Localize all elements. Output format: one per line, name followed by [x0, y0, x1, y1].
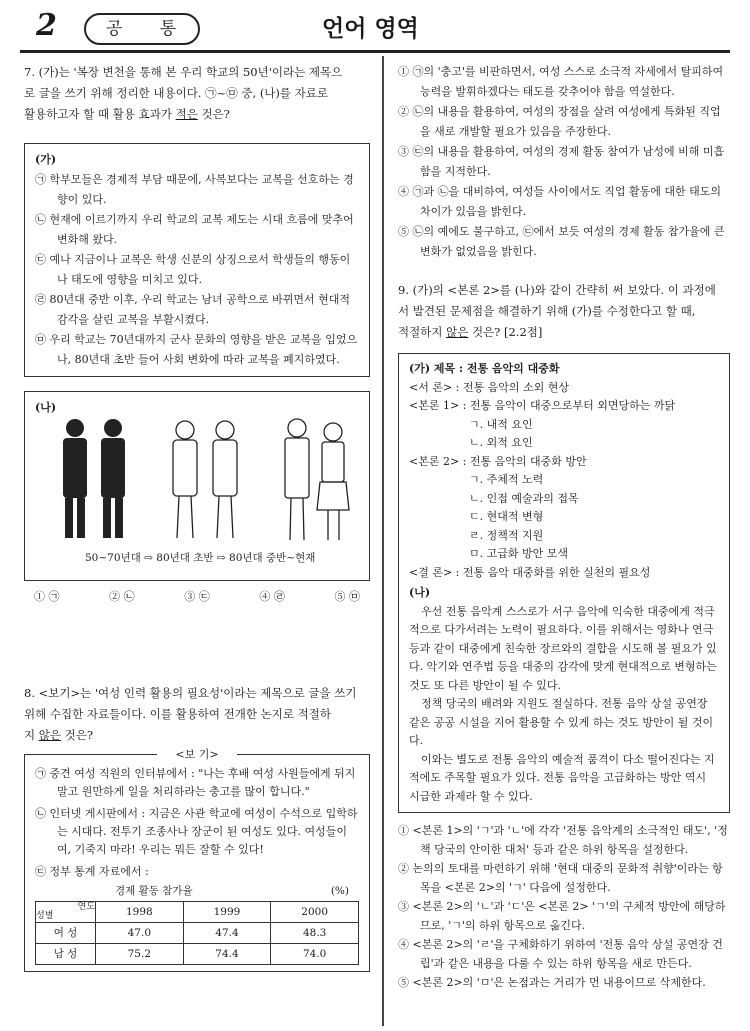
q8-item: ㉡ 인터넷 게시판에서 : 지금은 사관 학교에 여성이 수석으로 입학하는 시대다. 전투기 조종사나 장군이 된 여성도 있다. 여성들이여, 기죽지 마라! 우리는 뭐든 잘할 수 있다!	[35, 807, 358, 856]
q7-item: ㉠ 학부모들은 경제적 부담 때문에, 사복보다는 교복을 선호하는 경향이 있다.	[35, 173, 354, 206]
table-row: 여 성 47.0 47.4 48.3	[36, 923, 359, 944]
q7-item: ㉢ 예나 지금이나 교복은 학생 신분의 상징으로서 학생들의 행동이나 태도에 영향을 미치고 있다.	[35, 253, 351, 286]
participation-table	[35, 901, 359, 965]
q9-box: (가) 제목 : 전통 음악의 대중화 <서 론> : 전통 음악의 소외 현상 <본론 1> : 전통 음악이 대중으로부터 외면당하는 까닭 ㄱ. 내적 요인 ㄴ. 외적 요인 <본론 2> : 전통 음악의 대중화 방안 ㄱ. 주체적 노력 ㄴ. 인접 예술과의 접목 ㄷ. 현대적 변형 ㄹ. 정책적 지원 ㅁ. 고급화 방안 모색 <결 론> : 전통 음악 대중화를 위한 실천의 필요성 (나) 우선 전통 음악계 스스로가 서구 음악에 익숙한 대중에게 적극적으로 다가서려는 노력이 필요하다. 이를 위해서는 영화나 연극 등과 같이 대중에게 친숙한 장르와의 결합을 시도해 볼 필요가 있다. 악기와 연주법 등을 대중의 감각에 맞게 현대적으로 변형하는 것도 또 다른 방안이 될 수 있다. 정책 당국의 배려와 지원도 절실하다. 전통 음악 상설 공연장 같은 공공 시설을 지어 활용할 수 있게 하는 것도 방안이 될 것이다. 이와는 별도로 전통 음악의 예술적 품격이 다소 떨어진다는 지적에도 주목할 필요가 있다. 전통 음악을 고급화하는 방안 역시 시급한 과제라 할 수 있다.	[398, 353, 730, 813]
page-title: 언어 영역	[322, 16, 419, 42]
q8-choice[interactable]: ⑤ ㉡의 예에도 불구하고, ㉢에서 보듯 여성의 경제 활동 참가율에 큰 변화가 없었음을 밝힌다.	[398, 225, 725, 258]
page-number: 2	[36, 8, 57, 43]
q8-box-bogi: <보 기> ㉠ 중견 여성 직원의 인터뷰에서 : "나는 후배 여성 사원들에게 뒤지 말고 원만하게 일을 처리하라는 충고를 많이 합니다." ㉡ 인터넷 게시판에서 : 지금은 사관 학교에 여성이 수석으로 입학하는 시대다. 전투기 조종사나 장군이 된 여성도 있다. 여성들이여, 기죽지 마라! 우리는 뭐든 잘할 수 있다! ㉢ 정부 통계 자료에서 : 경제 활동 참가율 (%) 연도 성별 1998 1999 2000 여 성 47.0 47.4 48.3 남 성 75.2 74.4 74.0	[24, 754, 370, 972]
q8-choice[interactable]: ① ㉠의 '충고'를 비판하면서, 여성 스스로 소극적 자세에서 탈피하여 능력을 발휘하겠다는 태도를 갖추어야 함을 역설한다.	[398, 65, 724, 98]
q8-item: ㉢ 정부 통계 자료에서 :	[35, 865, 149, 878]
q8-choice[interactable]: ④ ㉠과 ㉡을 대비하여, 여성들 사이에서도 직업 활동에 대한 태도의 차이가 있음을 밝힌다.	[398, 185, 721, 218]
table-title: 경제 활동 참가율	[115, 885, 193, 897]
q7-choice[interactable]: ② ㉡	[109, 590, 135, 603]
q7-choices	[24, 581, 370, 613]
student-early-80s	[173, 421, 237, 538]
uniform-illustration	[35, 410, 361, 560]
right-column	[398, 62, 730, 992]
q7-choice[interactable]: ⑤ ㉤	[334, 590, 360, 603]
q9-choice[interactable]: ⑤ <본론 2>의 'ㅁ'은 논점과는 거리가 먼 내용이므로 삭제한다.	[398, 976, 706, 989]
table-unit: (%)	[330, 885, 349, 897]
q7-choice[interactable]: ① ㉠	[34, 590, 60, 603]
q8-choice[interactable]: ③ ㉢의 내용을 활용하여, 여성의 경제 활동 참여가 남성에 비해 미흡함을 지적한다.	[398, 145, 725, 178]
page-header	[0, 0, 750, 58]
q9-stem: 9. (가)의 <본론 2>를 (나)와 같이 간략히 써 보았다. 이 과정에 서 발견된 문제점을 해결하기 위해 (가)를 수정한다고 할 때, 적절하지 않은 것은? [2.2점]	[398, 283, 716, 339]
student-50s-70s	[63, 419, 125, 538]
q7-choice[interactable]: ③ ㉢	[184, 590, 210, 603]
q8-choice[interactable]: ② ㉡의 내용을 활용하여, 여성의 장점을 살려 여성에게 특화된 직업을 새로 개발할 필요가 있음을 주장한다.	[398, 105, 721, 138]
q8-item: ㉠ 중견 여성 직원의 인터뷰에서 : "나는 후배 여성 사원들에게 뒤지 말고 원만하게 일을 처리하라는 충고를 많이 합니다."	[35, 767, 356, 798]
q8-choices	[398, 62, 730, 262]
q9-choice[interactable]: ① <본론 1>의 'ㄱ'과 'ㄴ'에 각각 '전통 음악계의 소극적인 태도', '정책 당국의 안이한 대처' 등과 같은 하위 항목을 설정한다.	[398, 824, 728, 856]
q7-item: ㉡ 현재에 이르기까지 우리 학교의 교복 제도는 시대 흐름에 맞추어 변화해 왔다.	[35, 213, 354, 246]
q7-figure-na: (나) 50~70년대 ⇨ 80년대 초반 ⇨ 80년대 중반~현재	[24, 391, 370, 581]
table-header: 1999	[183, 902, 271, 923]
header-rule	[20, 50, 730, 53]
table-row: 남 성 75.2 74.4 74.0	[36, 944, 359, 965]
q7-box-ga: (가) ㉠ 학부모들은 경제적 부담 때문에, 사복보다는 교복을 선호하는 경향이 있다. ㉡ 현재에 이르기까지 우리 학교의 교복 제도는 시대 흐름에 맞추어 변화해 왔다. ㉢ 예나 지금이나 교복은 학생 신분의 상징으로서 학생들의 행동이나 태도에 영향을 미치고 있다. ㉣ 80년대 중반 이후, 우리 학교는 남녀 공학으로 바뀌면서 현대적 감각을 살린 교복을 부활시켰다. ㉤ 우리 학교는 70년대까지 군사 문화의 영향을 받은 교복을 입었으나, 80년대 초반 들어 사회 변화에 따라 교복을 폐지하였다.	[24, 143, 370, 377]
table-header: 1998	[96, 902, 184, 923]
student-mid-80s-present	[285, 419, 349, 540]
q9-choice[interactable]: ③ <본론 2>의 'ㄴ'과 'ㄷ'은 <본론 2> 'ㄱ'의 구체적 방안에 해당하므로, 'ㄱ'의 하위 항목으로 옮긴다.	[398, 900, 726, 932]
table-corner: 연도 성별	[36, 902, 95, 921]
q9-choice[interactable]: ② 논의의 토대를 마련하기 위해 '현대 대중의 문화적 취향'이라는 항목을 <본론 2>의 'ㄱ' 다음에 설정한다.	[398, 862, 723, 894]
q7-item: ㉣ 80년대 중반 이후, 우리 학교는 남녀 공학으로 바뀌면서 현대적 감각을 살린 교복을 부활시켰다.	[35, 293, 350, 326]
column-divider	[382, 56, 384, 1026]
q9-choices	[398, 821, 730, 992]
q9-choice[interactable]: ④ <본론 2>의 'ㄹ'을 구체화하기 위하여 '전통 음악 상설 공연장 건립'과 같은 내용을 다룰 수 있는 하위 항목을 새로 만든다.	[398, 938, 723, 970]
q7-item: ㉤ 우리 학교는 70년대까지 군사 문화의 영향을 받은 교복을 입었으나, 80년대 초반 들어 사회 변화에 따라 교복을 폐지하였다.	[35, 333, 358, 366]
figure-caption: 50~70년대 ⇨ 80년대 초반 ⇨ 80년대 중반~현재	[85, 552, 316, 564]
table-header: 2000	[271, 902, 359, 923]
left-column	[24, 62, 370, 972]
q7-stem: 7. (가)는 '복장 변천을 통해 본 우리 학교의 50년'이라는 제목으 로 글을 쓰기 위해 정리한 내용이다. ㉠~㉤ 중, (나)를 자료로 활용하고자 할 때 활용 효과가 적은 것은?	[24, 65, 343, 121]
subject-badge: 공 통	[84, 13, 200, 45]
q7-choice[interactable]: ④ ㉣	[259, 590, 285, 603]
q8-stem: 8. <보기>는 '여성 인력 활용의 필요성'이라는 제목으로 글을 쓰기 위해 수집한 자료들이다. 이를 활용하여 전개한 논지로 적절하 지 않은 것은?	[24, 686, 357, 742]
